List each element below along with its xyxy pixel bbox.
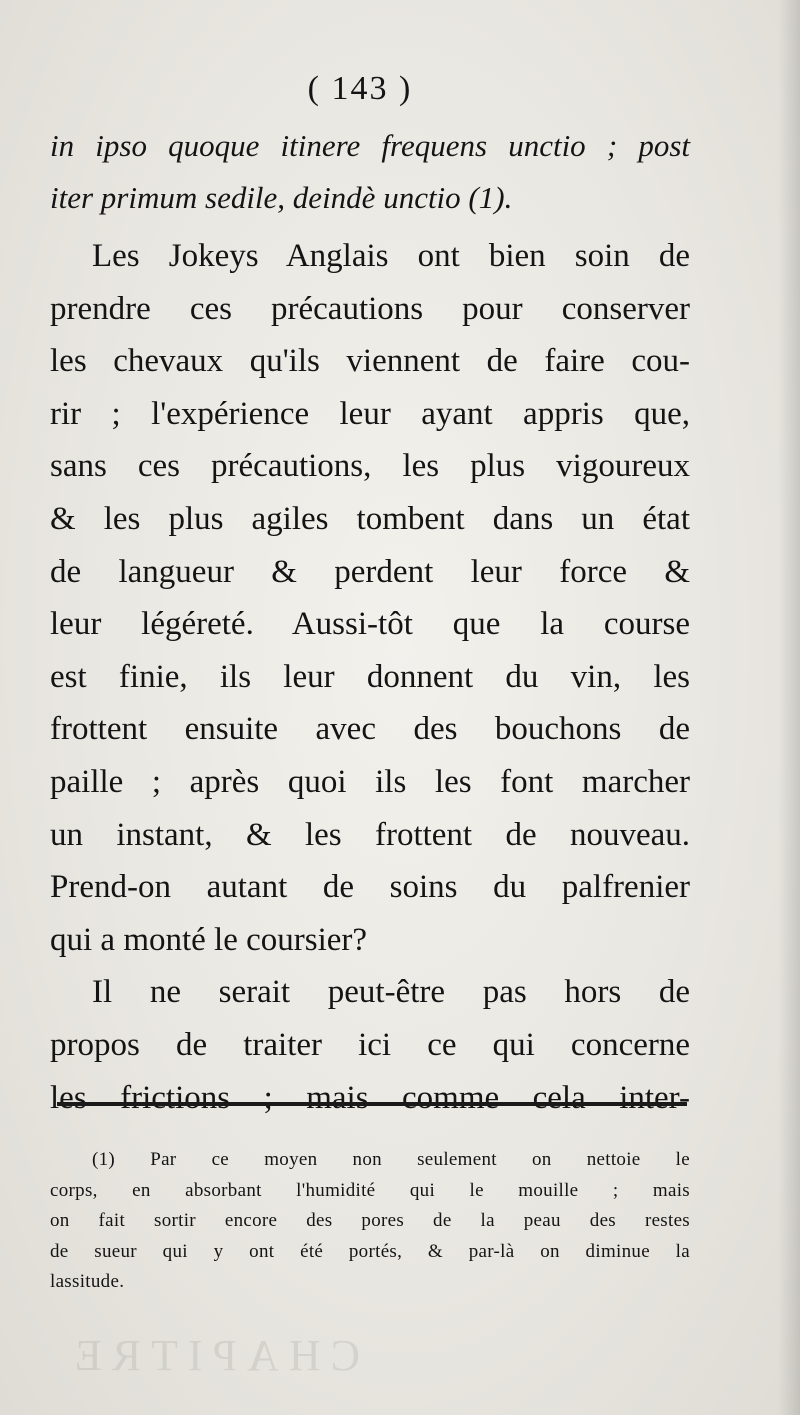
footnote-line: lassitude. bbox=[50, 1271, 125, 1292]
text-line: in ipso quoque itinere frequens unctio ; post bbox=[50, 128, 690, 163]
text-line: paille ; après quoi ils les font marcher bbox=[50, 763, 690, 800]
text-line: Il ne serait peut-être pas hors de bbox=[92, 974, 690, 1011]
text-line: & les plus agiles tombent dans un état bbox=[50, 500, 690, 537]
footnote-line: on fait sortir encore des pores de la peau des restes bbox=[50, 1210, 690, 1231]
page-edge-shadow bbox=[778, 0, 800, 1415]
text-line: iter primum sedile, deindè unctio (1). bbox=[50, 180, 513, 215]
text-line: les frictions ; mais comme cela inter- bbox=[50, 1079, 690, 1116]
latin-quotation bbox=[50, 130, 690, 234]
footnote-line: de sueur qui y ont été portés, & par-là on diminue la bbox=[50, 1240, 690, 1262]
text-line: qui a monté le coursier? bbox=[50, 921, 368, 958]
text-line: frottent ensuite avec des bouchons de bbox=[50, 711, 690, 748]
text-line: de langueur & perdent leur force & bbox=[50, 553, 690, 590]
text-line: un instant, & les frottent de nouveau. bbox=[50, 816, 690, 853]
text-line: prendre ces précautions pour conserver bbox=[50, 290, 690, 327]
text-line: est finie, ils leur donnent du vin, les bbox=[50, 658, 690, 695]
text-line: les chevaux qu'ils viennent de faire cou- bbox=[50, 343, 690, 380]
text-line: sans ces précautions, les plus vigoureux bbox=[50, 448, 690, 485]
page-number: ( 143 ) bbox=[307, 70, 413, 107]
text-line: leur légéreté. Aussi-tôt que la course bbox=[50, 606, 690, 643]
footnote-line: corps, en absorbant l'humidité qui le mouille ; mais bbox=[50, 1179, 690, 1201]
text-line: rir ; l'expérience leur ayant appris que, bbox=[50, 395, 690, 432]
footnote-divider bbox=[57, 1102, 687, 1106]
text-line: Les Jokeys Anglais ont bien soin de bbox=[92, 238, 690, 274]
main-text bbox=[50, 240, 690, 1134]
text-line: Prend-on autant de soins du palfrenier bbox=[50, 869, 690, 906]
footnote-line: (1) Par ce moyen non seulement on nettoie le bbox=[92, 1149, 690, 1170]
bleed-through-text: CHAPITRE bbox=[64, 1331, 360, 1380]
text-line: propos de traiter ici ce qui concerne bbox=[50, 1026, 690, 1063]
footnote bbox=[50, 1150, 690, 1303]
